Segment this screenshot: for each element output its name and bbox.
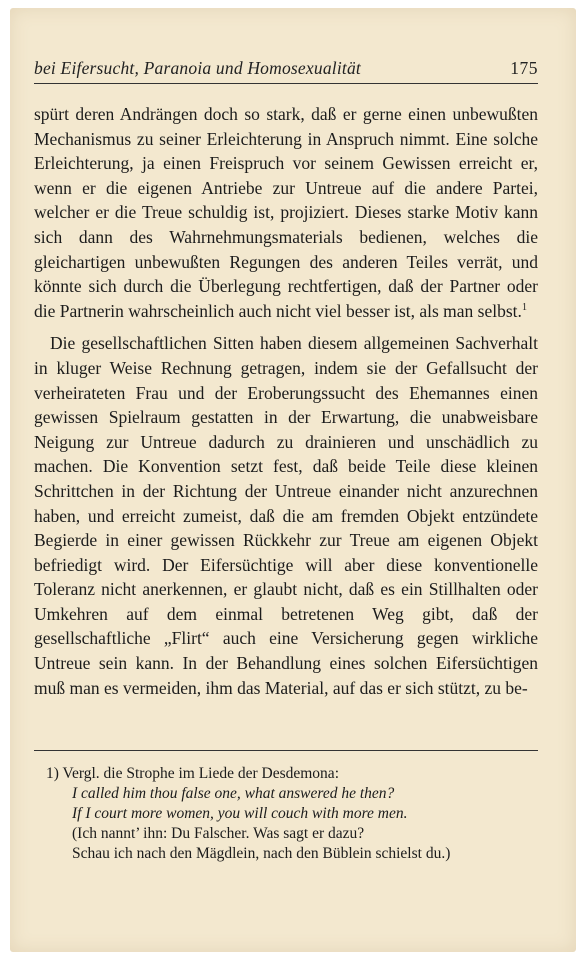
footnote xyxy=(46,764,538,864)
footnote-line-5: Schau ich nach den Mägdlein, nach den Büblein schielst du.) xyxy=(72,845,451,862)
paragraph-2 xyxy=(34,331,538,700)
header-rule xyxy=(34,83,538,84)
footnote-reference: 1 xyxy=(521,301,527,313)
footnote-rule xyxy=(34,750,538,751)
book-page xyxy=(10,8,576,952)
page-number: 175 xyxy=(510,58,538,78)
paragraph-1 xyxy=(34,102,538,323)
page-header xyxy=(34,58,538,82)
footnote-line-3: If I court more women, you will couch with more men. xyxy=(72,805,408,822)
running-head: bei Eifersucht, Paranoia und Homosexualität xyxy=(34,58,361,78)
footnote-line-2: I called him thou false one, what answered he then? xyxy=(72,785,395,802)
body-text xyxy=(34,102,538,700)
paragraph-1-text: spürt deren Andrängen doch so stark, daß er gerne einen unbewußten Mechanismus zu seiner Erleichterung in Anspruch nimmt. Eine solche Erleichterung, ja einen Freispruch vor seinem Gewissen erreicht er, wenn er die eigenen Antriebe zur Untreue auf die andere Partei, welcher er die Treue schuldig ist, projiziert. Dieses starke Motiv kann sich dann des Wahrnehmungsmaterials bedienen, welches die gleichartigen unbewußten Regungen des anderen Teiles verrät, und könnte sich durch die Überlegung rechtfertigen, daß der Partner oder die Partnerin wahrscheinlich auch nicht viel besser ist, als man selbst. xyxy=(34,104,538,321)
footnote-line-4: (Ich nannt’ ihn: Du Falscher. Was sagt er dazu? xyxy=(72,825,365,842)
footnote-line-1: 1) Vergl. die Strophe im Liede der Desdemona: xyxy=(46,765,339,782)
paragraph-2-text: Die gesellschaftlichen Sitten haben diesem allgemeinen Sachverhalt in kluger Weise Rechnung getragen, indem sie der Gefallsucht der verheirateten Frau und der Eroberungssucht des Ehemannes einen gewissen Spielraum gestatten in der Erwartung, die unabweisbare Neigung zur Untreue dadurch zu drainieren und unschädlich zu machen. Die Konvention setzt fest, daß beide Teile diese kleinen Schrittchen in der Richtung der Untreue einander nicht anzurechnen haben, und erreicht zumeist, daß die am fremden Objekt entzündete Begierde in einer gewissen Rückkehr zur Treue am eigenen Objekt befriedigt wird. Der Eifersüchtige will aber diese konventionelle Toleranz nicht anerkennen, er glaubt nicht, daß es ein Stillhalten oder Umkehren auf dem einmal betretenen Weg gibt, daß der gesellschaftliche „Flirt“ auch eine Versicherung gegen wirkliche Untreue sein kann. In der Behandlung eines solchen Eifersüchtigen muß man es vermeiden, ihm das Material, auf das er sich stützt, zu be- xyxy=(34,333,538,698)
